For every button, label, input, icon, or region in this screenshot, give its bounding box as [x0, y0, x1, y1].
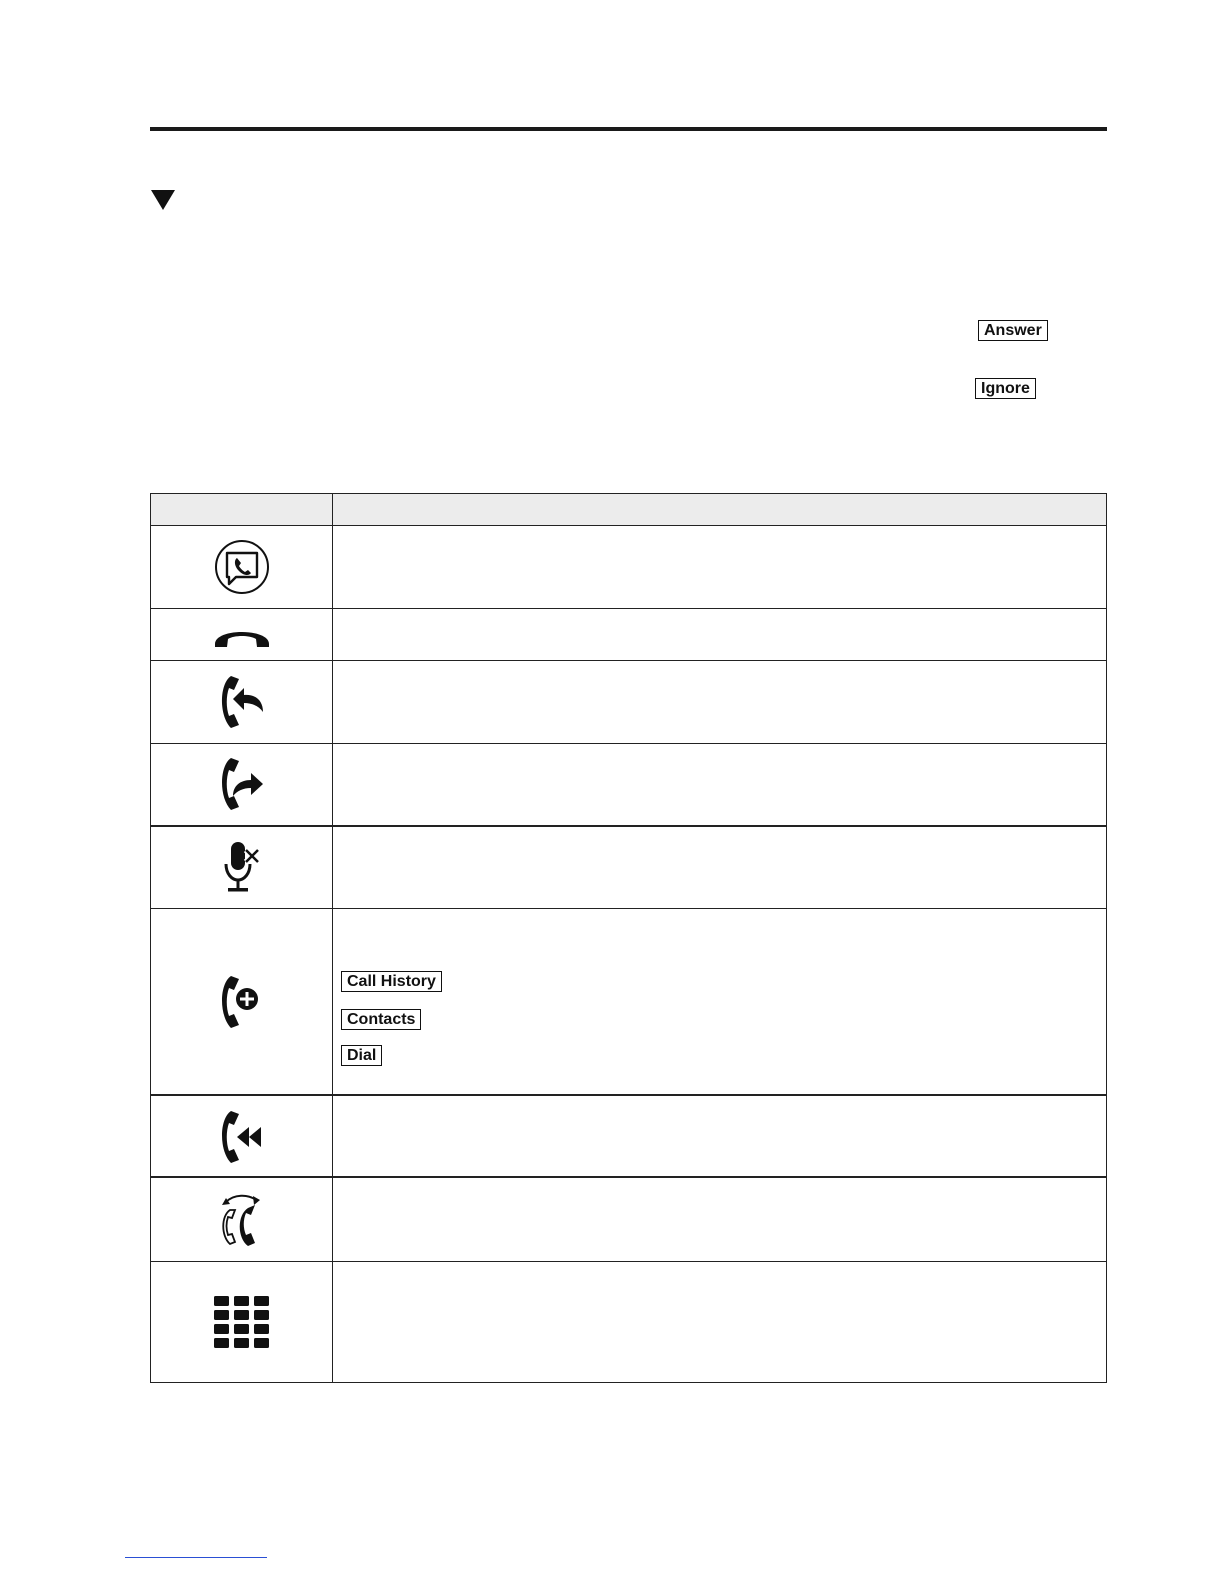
- dial-softkey[interactable]: Dial: [341, 1045, 382, 1066]
- table-row: [151, 1262, 1107, 1383]
- section-triangle-icon: [151, 190, 175, 210]
- contacts-softkey[interactable]: Contacts: [341, 1009, 421, 1030]
- ignore-softkey[interactable]: Ignore: [975, 378, 1036, 399]
- phone-reply-arrow-icon: [217, 672, 267, 732]
- row-description: [333, 1095, 1107, 1177]
- row-description: [333, 1262, 1107, 1383]
- end-call-handset-icon: [212, 620, 272, 650]
- chat-message-phone-icon: [214, 539, 270, 595]
- footer-link-underline[interactable]: [125, 1557, 267, 1558]
- row-description: [333, 661, 1107, 744]
- top-rule: [150, 127, 1107, 131]
- table-row: [151, 1177, 1107, 1262]
- row-description: [333, 826, 1107, 909]
- table-row: [151, 661, 1107, 744]
- call-icons-table: [150, 493, 1107, 1383]
- row-description: [333, 744, 1107, 826]
- table-row: [151, 744, 1107, 826]
- row-description: [333, 526, 1107, 609]
- row-description: [333, 1177, 1107, 1262]
- phone-add-call-icon: [217, 972, 267, 1030]
- table-row: [151, 526, 1107, 609]
- row-description: [333, 909, 1107, 1095]
- table-row: [151, 909, 1107, 1095]
- row-description: [333, 609, 1107, 661]
- phone-swap-icon: [220, 1188, 264, 1250]
- microphone-mute-icon: [222, 838, 262, 896]
- keypad-grid-icon: [213, 1295, 271, 1349]
- table-header-icon: [151, 494, 333, 526]
- table-row: [151, 826, 1107, 909]
- table-header-description: [333, 494, 1107, 526]
- answer-softkey[interactable]: Answer: [978, 320, 1048, 341]
- call-history-softkey[interactable]: Call History: [341, 971, 442, 992]
- table-row: [151, 1095, 1107, 1177]
- phone-forward-arrow-icon: [217, 754, 267, 814]
- table-header-row: [151, 494, 1107, 526]
- phone-rewind-icon: [217, 1107, 267, 1165]
- table-row: [151, 609, 1107, 661]
